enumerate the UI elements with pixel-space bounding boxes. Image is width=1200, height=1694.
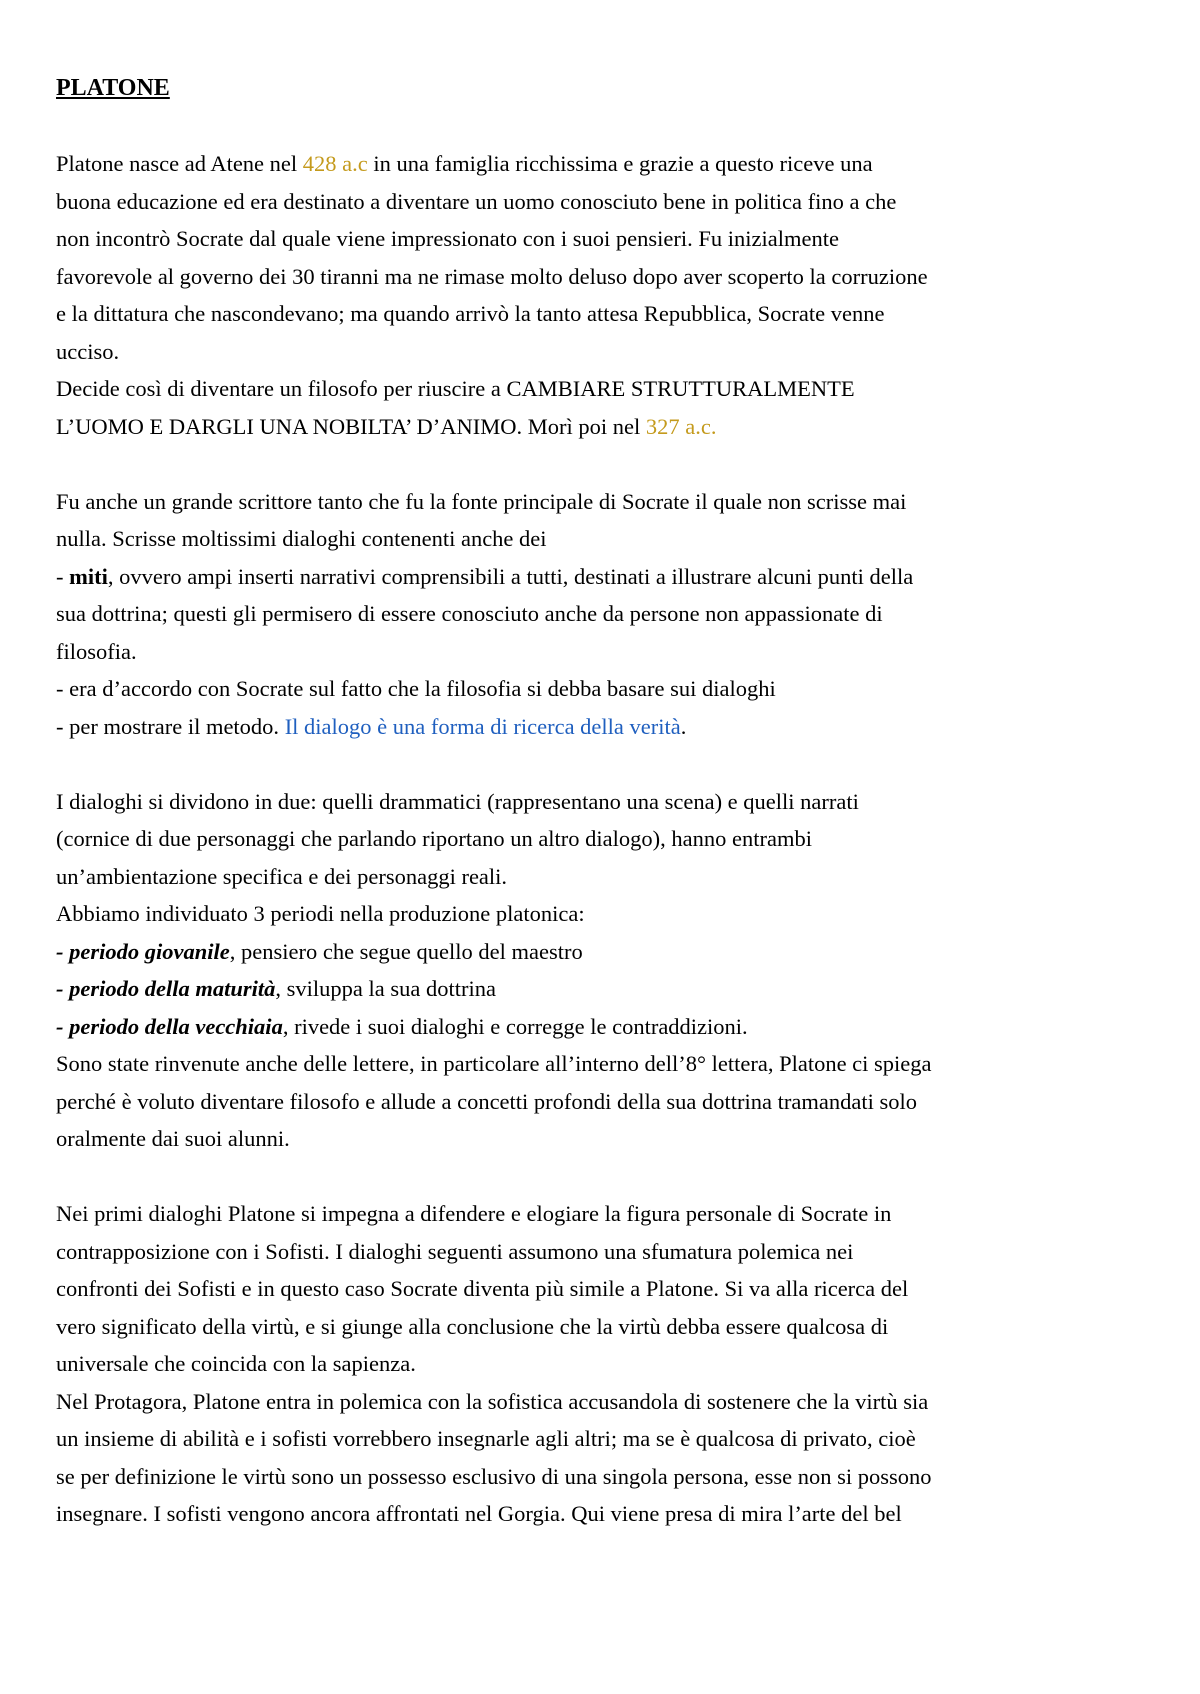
text-line: vero significato della virtù, e si giunge alla conclusione che la virtù debba essere qualcosa di: [56, 1313, 889, 1339]
paragraph-gap: [56, 745, 1160, 783]
text-span: -: [56, 563, 70, 589]
period-label: - periodo della maturità: [56, 976, 276, 1001]
text-line: un insieme di abilità e i sofisti vorrebbero insegnarle agli altri; ma se è qualcosa di privato, cioè: [56, 1426, 916, 1451]
text-line: oralmente dai suoi alunni.: [56, 1126, 290, 1151]
text-line: favorevole al governo dei 30 tiranni ma ne rimase molto deluso dopo aver scoperto la corruzione: [56, 263, 928, 289]
text-line: e la dittatura che nascondevano; ma quando arrivò la tanto attesa Repubblica, Socrate venne: [56, 301, 885, 326]
text-span: , sviluppa la sua dottrina: [275, 976, 496, 1001]
text-line: Nei primi dialoghi Platone si impegna a difendere e elogiare la figura personale di Socrate in: [56, 1201, 892, 1226]
text-line: perché è voluto diventare filosofo e allude a concetti profondi della sua dottrina tramandati solo: [56, 1088, 917, 1114]
paragraph-writings: [56, 483, 1160, 746]
list-item: [56, 1008, 1160, 1046]
text-span: Platone nasce ad Atene nel: [56, 151, 303, 176]
highlighted-sentence: Il dialogo è una forma di ricerca della verità: [284, 713, 681, 739]
list-item: [56, 933, 1160, 971]
text-line: [56, 708, 1160, 746]
document-title: PLATONE: [56, 75, 170, 101]
text-span: .: [680, 713, 687, 739]
text-line: - era d’accordo con Socrate sul fatto che la filosofia si debba basare sui dialoghi: [56, 676, 776, 701]
text-line: confronti dei Sofisti e in questo caso Socrate diventa più simile a Platone. Si va alla ricerca del: [56, 1276, 909, 1301]
text-line: Fu anche un grande scrittore tanto che fu la fonte principale di Socrate il quale non scrisse mai: [56, 488, 907, 514]
text-span: , ovvero ampi inserti narrativi comprensibili a tutti, destinati a illustrare alcuni punti della: [107, 563, 914, 589]
text-line: Abbiamo individuato 3 periodi nella produzione platonica:: [56, 901, 585, 926]
paragraph-gap: [56, 445, 1160, 483]
text-line: contrapposizione con i Sofisti. I dialoghi seguenti assumono una sfumatura polemica nei: [56, 1238, 854, 1264]
text-line: non incontrò Socrate dal quale viene impressionato con i suoi pensieri. Fu inizialmente: [56, 226, 839, 251]
text-line: [56, 558, 1160, 596]
text-line: ucciso.: [56, 338, 120, 364]
text-span: , pensiero che segue quello del maestro: [229, 938, 583, 964]
death-date: 327 a.c.: [645, 413, 717, 439]
text-line: [56, 408, 1160, 446]
text-line: buona educazione ed era destinato a diventare un uomo conosciuto bene in politica fino a che: [56, 188, 897, 214]
text-line: sua dottrina; questi gli permisero di essere conosciuto anche da persone non appassionate di: [56, 601, 883, 626]
paragraph-biography: [56, 145, 1160, 445]
text-span: , rivede i suoi dialoghi e corregge le contraddizioni.: [282, 1013, 748, 1039]
period-label: - periodo giovanile: [56, 938, 230, 964]
text-line: (cornice di due personaggi che parlando riportano un altro dialogo), hanno entrambi: [56, 826, 812, 851]
text-line: Sono state rinvenute anche delle lettere, in particolare all’interno dell’8° lettera, Platone ci spiega: [56, 1051, 932, 1076]
paragraph-sophists: [56, 1195, 1160, 1533]
text-line: I dialoghi si dividono in due: quelli drammatici (rappresentano una scena) e quelli narrati: [56, 788, 859, 814]
text-line: [56, 145, 1160, 183]
keyword-miti: miti: [69, 563, 108, 589]
list-item: [56, 970, 1160, 1008]
birth-date: 428 a.c: [302, 151, 368, 176]
text-line: Nel Protagora, Platone entra in polemica con la sofistica accusandola di sostenere che la virtù sia: [56, 1388, 929, 1414]
text-span: L’UOMO E DARGLI UNA NOBILTA’ D’ANIMO. Morì poi nel: [56, 413, 646, 439]
text-line: un’ambientazione specifica e dei personaggi reali.: [56, 863, 508, 889]
text-line: universale che coincida con la sapienza.: [56, 1351, 416, 1376]
text-line: filosofia.: [56, 638, 137, 664]
paragraph-gap: [56, 1158, 1160, 1196]
text-span: - per mostrare il metodo.: [56, 713, 285, 739]
text-line: insegnare. I sofisti vengono ancora affrontati nel Gorgia. Qui viene presa di mira l’arte del bel: [56, 1501, 902, 1526]
paragraph-dialogues: [56, 783, 1160, 1158]
text-line: se per definizione le virtù sono un possesso esclusivo di una singola persona, esse non si possono: [56, 1463, 932, 1489]
text-span: in una famiglia ricchissima e grazie a questo riceve una: [367, 151, 873, 176]
text-line: Decide così di diventare un filosofo per riuscire a CAMBIARE STRUTTURALMENTE: [56, 376, 855, 401]
period-label: - periodo della vecchiaia: [56, 1013, 283, 1039]
text-line: nulla. Scrisse moltissimi dialoghi contenenti anche dei: [56, 526, 547, 551]
